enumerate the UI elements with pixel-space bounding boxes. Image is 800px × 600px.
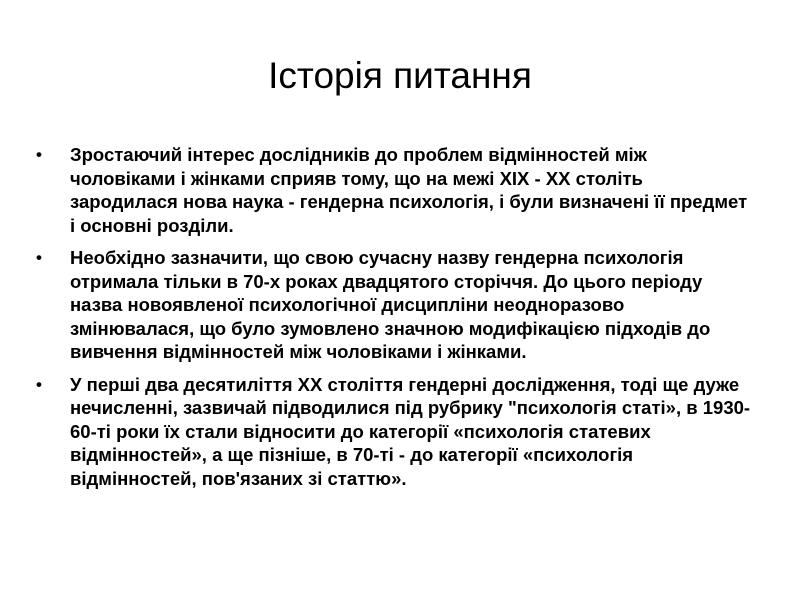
bullet-icon: • [36,145,42,164]
bullet-icon: • [36,374,42,394]
bullet-item-2 [36,246,752,364]
bullet-list [36,143,752,499]
bullet-text: У перші два десятиліття XX століття гендерні дослідження, тоді ще дуже нечисленні, зазвичай підводилися під рубрику "психологія статі», в 1930-60-ті роки їх стали відносити до категорії «психологія статевих відмінностей», а ще пізніше, в 70-ті - до категорії «психологія відмінностей, пов'язаних зі статтю». [70,373,751,489]
bullet-item-3 [36,373,752,491]
bullet-icon: • [36,248,42,267]
bullet-text: Зростаючий інтерес дослідників до проблем відмінностей між чоловіками і жінками сприяв тому, що на межі XIX - XX століть зародилася нова наука - гендерна психологія, і були визначені її предмет і основні розділи. [70,144,748,236]
slide-title: Історія питання [268,55,532,96]
bullet-item-1 [36,143,752,237]
bullet-text: Необхідно зазначити, що свою сучасну назву гендерна психологія отримала тільки в 70-х роках двадцятого сторіччя. До цього періоду назва новоявленої психологічної дисципліни неодноразово змінювалася, що було зумовлено значною модифікацією підходів до вивчення відмінностей між чоловіками і жінками. [70,247,711,362]
